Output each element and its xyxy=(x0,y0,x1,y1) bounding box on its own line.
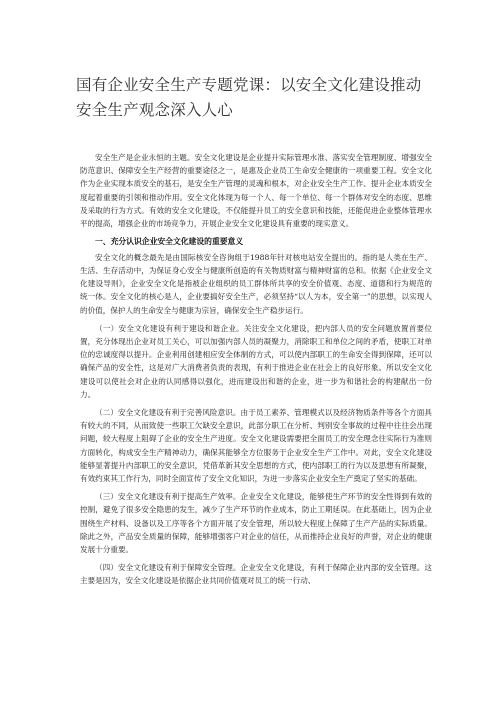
document-body xyxy=(80,151,432,588)
body-paragraph: （一）安全文化建设有利于建设和谐企业。关注安全文化建设，把内部人员的安全问题放置首要位置，充分体现出企业对员工关心，可以加强内部人员的凝聚力，消除职工和单位之间的矛盾，使职工对单位的忠诚度得以提升。企业利用创建相应安全体制的方式，可以使内部职工的生命安全得到保障，还可以确保产品的安全性，这是对广大消费者负责的表现，有利于推进企业在社会上的良好形象。所以安全文化建设可以使社会对企业的认同感得以强化，进而建设出和谐的企业，进一步为和谐社会的构建献出一份力。 xyxy=(80,323,432,399)
intro-paragraph: 安全生产是企业永恒的主题。安全文化建设是企业提升实际管理水准、落实安全管理制度、增强安全防范意识、保障安全生产经营的重要途径之一，是惠及企业员工生命安全健康的一项重要工程。安全文化作为企业实现本质安全的基石，是安全生产管理的灵魂和根本，对企业安全生产工作、提升企业本质安全度起着重要的引领和推动作用。安全文化体现为每一个人、每一个单位、每一个群体对安全的态度、思维及采取的行为方式。有效的安全文化建设，不仅能提升员工的安全意识和技能，还能促进企业整体管理水平的提高，增强企业的市场竞争力，开展企业安全文化建设具有重要的现实意义。 xyxy=(80,153,432,229)
body-paragraph: （四）安全文化建设有利于保障安全管理。企业安全文化建设，有利于保障企业内部的安全管理。这主要是因为，安全文化建设是依据企业共同价值观对员工的统一行动、 xyxy=(80,563,432,586)
section-heading: 一、充分认识企业安全文化建设的重要意义 xyxy=(95,237,244,247)
document-title: 国有企业安全生产专题党课：以安全文化建设推动安全生产观念深入人心 xyxy=(76,76,422,119)
body-paragraph: （三）安全文化建设有利于提高生产效率。企业安全文化建设，能够使生产环节的安全性得到有效的控制，避免了很多安全隐患的发生，减少了生产环节的作业成本，防止工期延误。在此基础上，因为企业围绕生产材料、设备以及工序等各个方面开展了安全管理，所以较大程度上保障了生产产品的实际质量。除此之外，产品安全质量的保障，能够增强客户对企业的信任，从而推持企业良好的声誉，对企业的健康发展十分重要。 xyxy=(80,492,432,554)
body-paragraph: 安全文化的概念最先是由国际核安全咨询组于1988年针对核电站安全提出的。指的是人类在生产、生活、生存活动中，为保证身心安全与健康所创造的有关物质财富与精神财富的总和。依据《企业安全文化建设导则》，企业安全文化是指被企业组织的员工群体所共享的安全价值观、态度、道德和行为规范的统一体。安全文化的核心是人，企业要搞好安全生产，必须坚持“以人为本，安全第一”的思想，以实现人的价值，保护人的生命安全与健康为宗旨，确保安全生产稳步运行。 xyxy=(80,252,432,315)
body-paragraph: （二）安全文化建设有利于完善风险意识。由于员工素养、管理模式以及经济物质条件等各个方面具有较大的不同，从而致使一些职工欠缺安全意识，此部分职工在分析、判别安全事故的过程中往往会出现问题，较大程度上阻碍了企业的安全生产进度。安全文化建设需要把全面员工的安全理念往实际行为准则方面转化，构成安全生产精神动力，确保其能够全方位服务于企业安全生产工作中。对此，安全文化建设能够显著提升内部职工的安全意识，凭借革新其安全思想的方式，使内部职工的行为以及思想有所凝聚，有效约束其工作行为，同时全面宣传了安全文化知识，为进一步落实企业安全生产奠定了坚实的基础。 xyxy=(80,407,432,483)
